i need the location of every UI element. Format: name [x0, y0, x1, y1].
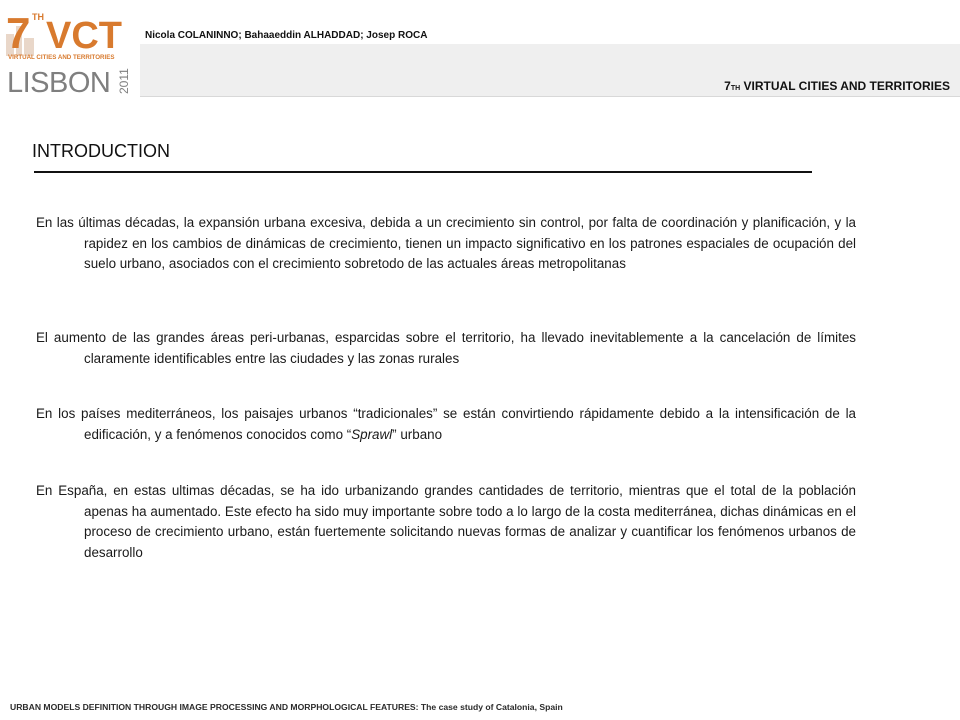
paragraph-3-text-before: En los países mediterráneos, los paisajes urbanos “tradicionales” se están convirtiendo rápidamente debido a la intensificación de la edificación, y a fenómenos conocidos como “: [36, 406, 856, 442]
paragraph-3-emphasis: Sprawl: [351, 426, 393, 442]
logo-year: 2011: [117, 68, 131, 94]
logo-number: 7: [6, 9, 31, 58]
conference-ordinal: TH: [730, 85, 741, 92]
paragraph-1: En las últimas décadas, la expansión urbana excesiva, debida a un crecimiento sin control, por falta de coordinación y planificación, y la rapidez en los cambios de dinámicas de crecimiento, tienen un impacto significativo en los patrones espaciales de ocupación del suelo urbano, asociados con el crecimiento sobretodo de las actuales áreas metropolitanas: [36, 215, 856, 271]
authors: Nicola COLANINNO; Bahaaeddin ALHADDAD; Josep ROCA: [145, 30, 428, 41]
logo-city: LISBON: [7, 67, 111, 94]
header: [0, 0, 960, 96]
logo-ordinal: TH: [32, 12, 44, 22]
paragraph-4: En España, en estas ultimas décadas, se ha ido urbanizando grandes cantidades de territorio, mientras que el total de la población apenas ha aumentado. Este efecto ha sido muy importante sobre todo a lo largo de la costa mediterránea, dichas dinámicas en el proceso de crecimiento urbano, están fuertemente solicitando nuevas formas de analizar y cuantificar los fenómenos urbanos de desarrollo: [36, 483, 856, 560]
footer-title: URBAN MODELS DEFINITION THROUGH IMAGE PROCESSING AND MORPHOLOGICAL FEATURES: The case study of Catalonia, Spain: [10, 702, 563, 712]
logo-tagline: VIRTUAL CITIES AND TERRITORIES: [8, 54, 115, 61]
section-title: INTRODUCTION: [32, 141, 170, 161]
conference-title: [724, 79, 950, 93]
conference-number: 7: [724, 79, 731, 93]
paragraph-3: [36, 404, 856, 445]
section-divider: [34, 171, 812, 173]
conference-name: VIRTUAL CITIES AND TERRITORIES: [740, 79, 950, 93]
logo-acronym: VCT: [46, 15, 122, 57]
paragraph-2: El aumento de las grandes áreas peri-urbanas, esparcidas sobre el territorio, ha llevado inevitablemente a la cancelación de límites claramente identificables entre las ciudades y las zonas rurales: [36, 330, 856, 366]
conference-logo: [4, 4, 134, 94]
paragraph-3-text-after: ” urbano: [392, 426, 443, 442]
